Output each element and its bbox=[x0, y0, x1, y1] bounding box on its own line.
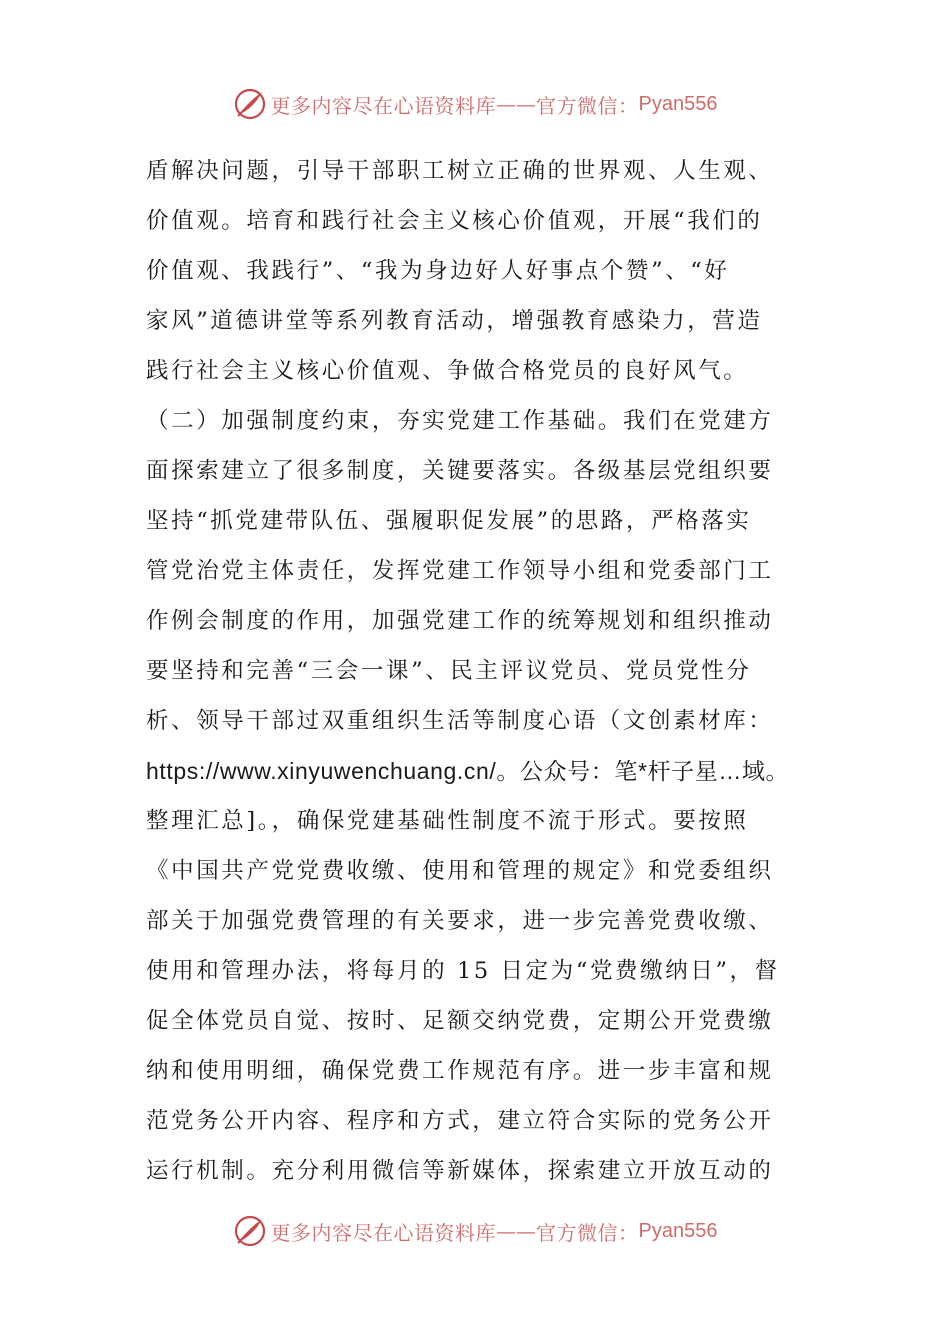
body-line: 运行机制。充分利用微信等新媒体，探索建立开放互动的 bbox=[146, 1158, 774, 1184]
url-line: https://www.xinyuwenchuang.cn/。公众号：笔*杆子星…域。 bbox=[146, 758, 790, 784]
header-banner bbox=[0, 84, 950, 124]
body-line: 纳和使用明细，确保党费工作规范有序。进一步丰富和规 bbox=[146, 1058, 774, 1084]
body-line: 坚持“抓党建带队伍、强履职促发展”的思路，严格落实 bbox=[146, 508, 752, 534]
banner-text: 更多内容尽在心语资料库 bbox=[270, 1220, 497, 1245]
body-line: 要坚持和完善“三会一课”、民主评议党员、党员党性分 bbox=[146, 658, 752, 684]
body-line: 析、领导干部过双重组织生活等制度心语（文创素材库： bbox=[146, 708, 774, 734]
body-line: 家风”道德讲堂等系列教育活动，增强教育感染力，营造 bbox=[146, 308, 763, 334]
body-line: 使用和管理办法，将每月的 15 日定为“党费缴纳日”，督 bbox=[146, 958, 780, 984]
body-line: 整理汇总]。，确保党建基础性制度不流于形式。要按照 bbox=[146, 808, 749, 834]
banner-wechat-label: 官方微信： bbox=[536, 93, 639, 118]
body-line: 部关于加强党费管理的有关要求，进一步完善党费收缴、 bbox=[146, 908, 774, 934]
document-body bbox=[146, 146, 810, 1196]
banner-wechat-id: Pyan556 bbox=[638, 92, 718, 115]
body-line: 促全体党员自觉、按时、足额交纳党费，定期公开党费缴 bbox=[146, 1008, 774, 1034]
banner-wechat-label: 官方微信： bbox=[536, 1220, 639, 1245]
body-line: 价值观、我践行”、“我为身边好人好事点个赞”、“好 bbox=[146, 258, 730, 284]
section-heading-line: （二）加强制度约束，夯实党建工作基础。我们在党建方 bbox=[146, 408, 774, 434]
body-line: 作例会制度的作用，加强党建工作的统筹规划和组织推动 bbox=[146, 608, 774, 634]
body-line: 盾解决问题，引导干部职工树立正确的世界观、人生观、 bbox=[146, 158, 774, 184]
banner-separator: —— bbox=[496, 92, 537, 116]
body-line: 管党治党主体责任，发挥党建工作领导小组和党委部门工 bbox=[146, 558, 774, 584]
banner-separator: —— bbox=[496, 1219, 537, 1243]
body-line: 范党务公开内容、程序和方式，建立符合实际的党务公开 bbox=[146, 1108, 774, 1134]
quill-logo-icon bbox=[233, 1214, 267, 1248]
body-line: 价值观。培育和践行社会主义核心价值观，开展“我们的 bbox=[146, 208, 763, 234]
body-line: 《中国共产党党费收缴、使用和管理的规定》和党委组织 bbox=[146, 858, 774, 884]
body-line: 面探索建立了很多制度，关键要落实。各级基层党组织要 bbox=[146, 458, 774, 484]
quill-logo-icon bbox=[233, 87, 267, 121]
banner-text: 更多内容尽在心语资料库 bbox=[270, 93, 497, 118]
footer-banner bbox=[0, 1211, 950, 1251]
banner-wechat-id: Pyan556 bbox=[638, 1219, 718, 1242]
body-line: 践行社会主义核心价值观、争做合格党员的良好风气。 bbox=[146, 358, 749, 384]
